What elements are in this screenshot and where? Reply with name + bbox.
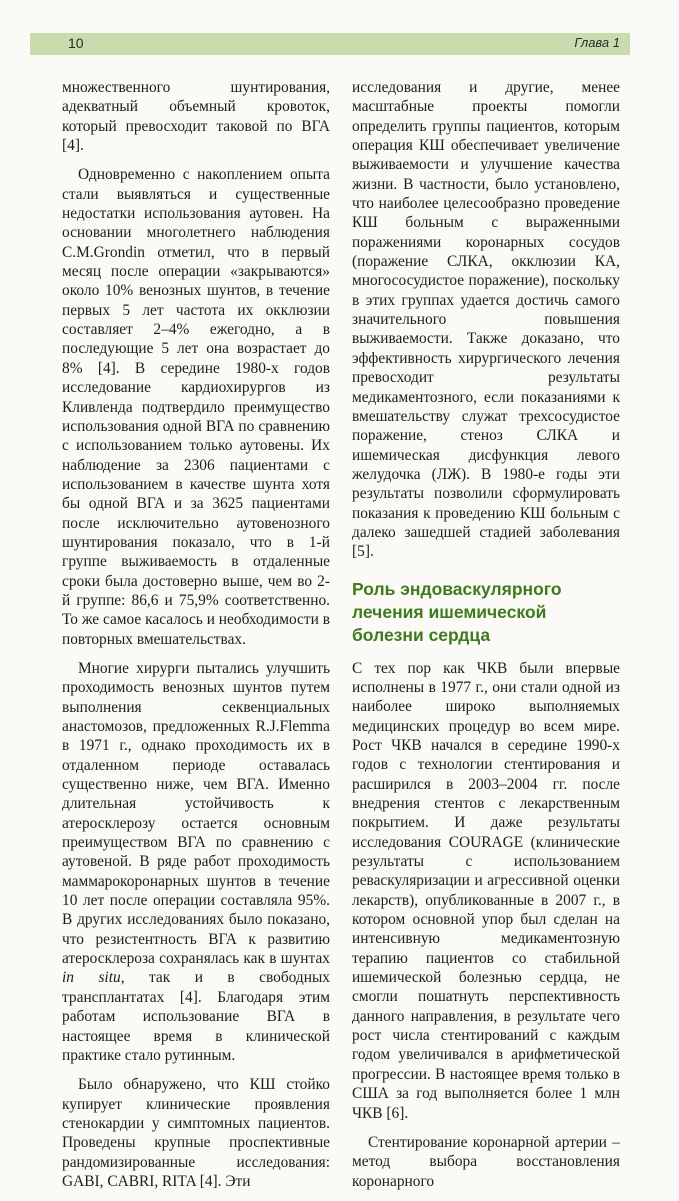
paragraph	[62, 659, 330, 1065]
paragraph: С тех пор как ЧКВ были впервые исполнены в 1977 г., они стали одной из наиболее широко выполняемых медицинских процедур во всем мире. Рост ЧКВ начался в середине 1990-х годов с технологии стентирования и расширился в 2003–2004 гг. после внедрения стентов с лекарственным покрытием. И даже результаты исследования COURAGE (клинические результаты с использованием реваскуляризации и агрессивной оценки лекарств), опубликованные в 2007 г., в котором основной упор был сделан на интенсивную медикаментозную терапию пациентов со стабильной ишемической болезнью сердца, не смогли пошатнуть перспективность данного направления, в результате чего рост числа стентирований с каждым годом увеличивался в арифметической прогрессии. В настоящее время только в США за год выполняется более 1 млн ЧКВ [6].	[352, 659, 620, 1122]
paragraph: множественного шунтирования, адекватный объемный кровоток, который превосходит таковой по ВГА [4].	[62, 79, 330, 155]
paragraph: Одновременно с накоплением опыта стали выявляться и существенные недостатки использования аутовен. На основании многолетнего наблюдения C.M.Grondin отметил, что в первый месяц после операции «закрываются» около 10% венозных шунтов, в течение первых 5 лет частота их окклюзии составляет 2–4% ежегодно, а в последующие 5 лет она возрастает до 8% [4]. В середине 1980-х годов исследование кардиохирургов из Кливленда подтвердило преимущество использования одной ВГА по сравнению с использованием только аутовены. Их наблюдение за 2306 пациентами с использованием в качестве шунта хотя бы одной ВГА и за 3625 пациентами после исключительно аутовенозного шунтирования показало, что в 1-й группе выживаемость в отдаленные сроки была достоверно выше, чем во 2-й группе: 86,6 и 75,9% соответственно. То же самое касалось и необходимости в повторных вмешательствах.	[62, 166, 330, 648]
paragraph: исследования и другие, менее масштабные проекты помогли определить группы пациентов, которым операция КШ обеспечивает увеличение выживаемости и улучшение качества жизни. В частности, было установлено, что наиболее целесообразно проведение КШ больным с выраженными поражениями коронарных сосудов (поражение СЛКА, окклюзии КА, многососудистое поражение), поскольку в этих группах удается достичь самого значительного повышения выживаемости. Также доказано, что эффективность хирургического лечения превосходит результаты медикаментозного, если показаниями к вмешательству служат трехсосудистое поражение, стеноз СЛКА и ишемическая дисфункция левого желудочка (ЛЖ). В 1980-е годы эти результаты позволили сформулировать показания к проведению КШ больным с далеко зашедшей стадией заболевания [5].	[352, 79, 620, 561]
left-column	[62, 78, 330, 1201]
page-number: 10	[68, 35, 84, 51]
paragraph-text: , так и в свободных трансплантатах [4]. Благодаря этим работам использование ВГА в настоящее время в клинической практике стало рутинным.	[62, 969, 330, 1064]
section-title: Роль эндоваскулярного лечения ишемической болезни сердца	[352, 578, 562, 645]
paragraph: Было обнаружено, что КШ стойко купирует клинические проявления стенокардии у симптомных пациентов. Проведены крупные проспективные рандомизированные исследования: GABI, CABRI, RITA [4]. Эти	[62, 1076, 330, 1190]
right-column	[352, 78, 620, 1201]
paragraph-text: Многие хирурги пытались улучшить проходимость венозных шунтов путем выполнения секвенциальных анастомозов, предложенных R.J.Flemma в 1971 г., однако проходимость их в отдаленном периоде оставалась существенно ниже, чем ВГА. Именно длительная устойчивость к атеросклерозу остается основным преимуществом ВГА по сравнению с аутовеной. В ряде работ проходимость маммарокоронарных шунтов в течение 10 лет после операции составляла 95%. В других исследованиях было показано, что резистентность ВГА к развитию атеросклероза сохранялась как в шунтах	[62, 659, 330, 968]
chapter-label: Глава 1	[574, 35, 620, 50]
paragraph: Стентирование коронарной артерии – метод выбора восстановления коронарного	[352, 1133, 620, 1190]
italic-term: in situ	[62, 969, 121, 987]
